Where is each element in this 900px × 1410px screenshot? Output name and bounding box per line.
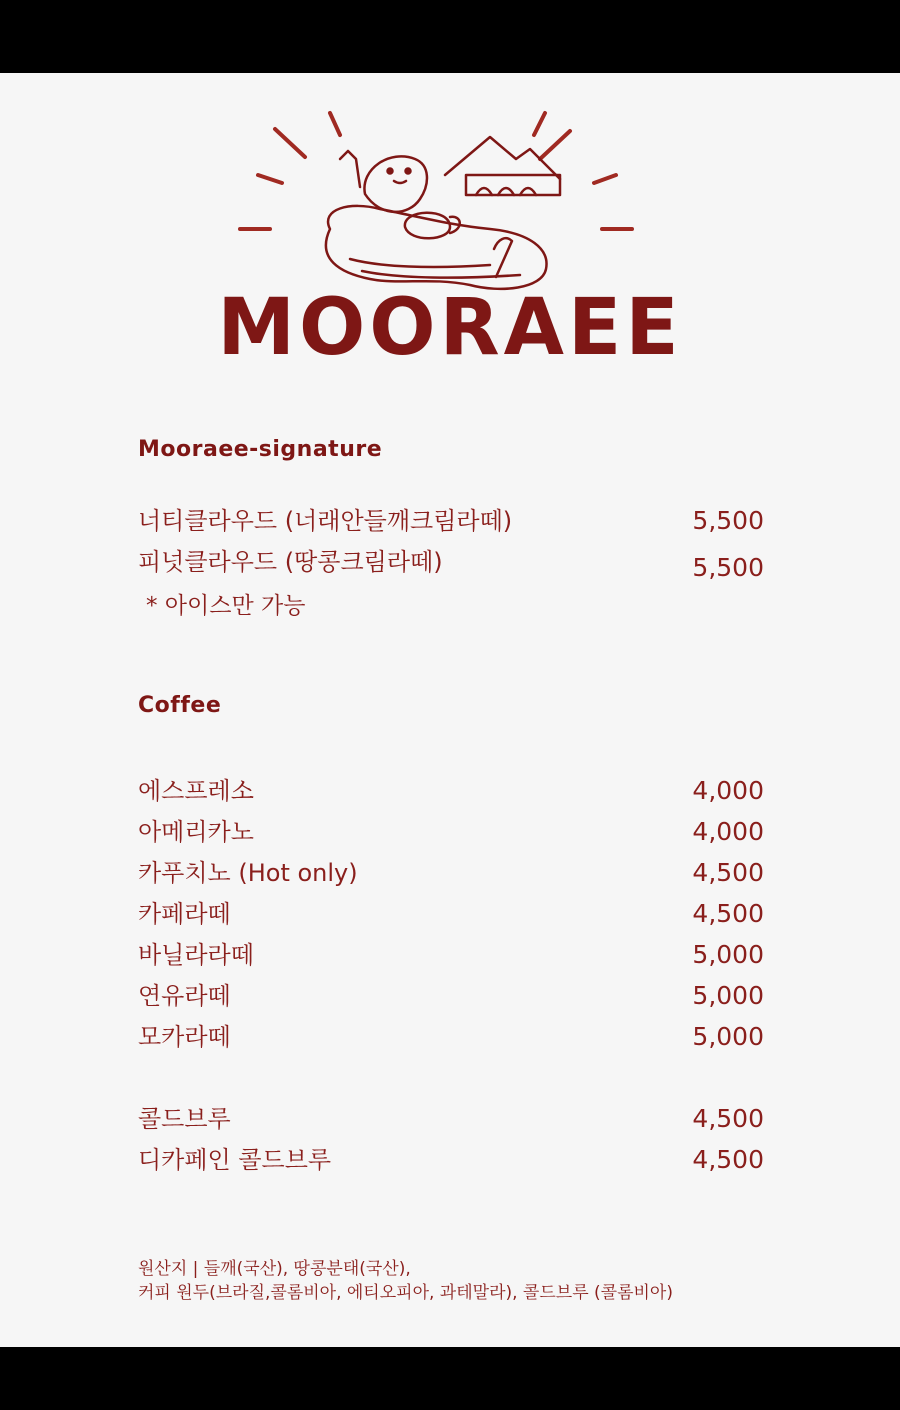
menu-item <box>138 978 764 1014</box>
brand-logo-text: MOORAEE <box>217 283 683 373</box>
menu-item <box>138 1142 764 1178</box>
menu-item-price: 5,000 <box>692 940 764 969</box>
menu-item-price: 4,000 <box>692 776 764 805</box>
menu-item <box>138 937 764 973</box>
menu-item <box>138 544 764 580</box>
menu-item-price: 5,500 <box>692 506 764 535</box>
top-black-bar <box>0 0 900 73</box>
menu-item <box>138 1019 764 1055</box>
menu-item-price: 4,000 <box>692 817 764 846</box>
menu-item-price: 5,000 <box>692 981 764 1010</box>
origin-line-2: 커피 원두(브라질,콜롬비아, 에티오피아, 과테말라), 콜드브루 (콜롬비아) <box>138 1283 673 1303</box>
section-title-coffee: Coffee <box>138 693 222 718</box>
menu-item-price: 5,500 <box>692 553 764 582</box>
menu-item-price: 4,500 <box>692 1104 764 1133</box>
menu-item-name: 피넛클라우드 (땅콩크림라떼) <box>138 548 443 576</box>
menu-item <box>138 896 764 932</box>
bottom-black-bar <box>0 1347 900 1410</box>
menu-item <box>138 814 764 850</box>
menu-item-price: 4,500 <box>692 1145 764 1174</box>
menu-item-name: 연유라떼 <box>138 982 231 1010</box>
menu-item-name: 에스프레소 <box>138 777 254 805</box>
menu-item <box>138 503 764 539</box>
menu-item-name: 아메리카노 <box>138 818 254 846</box>
menu-item <box>138 773 764 809</box>
menu-item <box>138 855 764 891</box>
menu-item-name: 모카라떼 <box>138 1023 231 1051</box>
menu-item-price: 5,000 <box>692 1022 764 1051</box>
ice-only-note: * 아이스만 가능 <box>146 593 306 619</box>
section-title-signature: Mooraee-signature <box>138 437 383 462</box>
menu-item <box>138 1101 764 1137</box>
menu-item-price: 4,500 <box>692 899 764 928</box>
menu-item-price: 4,500 <box>692 858 764 887</box>
menu-item-name: 카페라떼 <box>138 900 231 928</box>
origin-line-1: 원산지 | 들깨(국산), 땅콩분태(국산), <box>138 1259 411 1279</box>
menu-item-name: 카푸치노 (Hot only) <box>138 859 358 887</box>
menu-page <box>0 73 900 1347</box>
menu-item-name: 디카페인 콜드브루 <box>138 1146 332 1174</box>
menu-item-name: 바닐라라떼 <box>138 941 254 969</box>
menu-item-name: 너티클라우드 (너래안들깨크림라떼) <box>138 507 513 535</box>
menu-item-name: 콜드브루 <box>138 1105 231 1133</box>
